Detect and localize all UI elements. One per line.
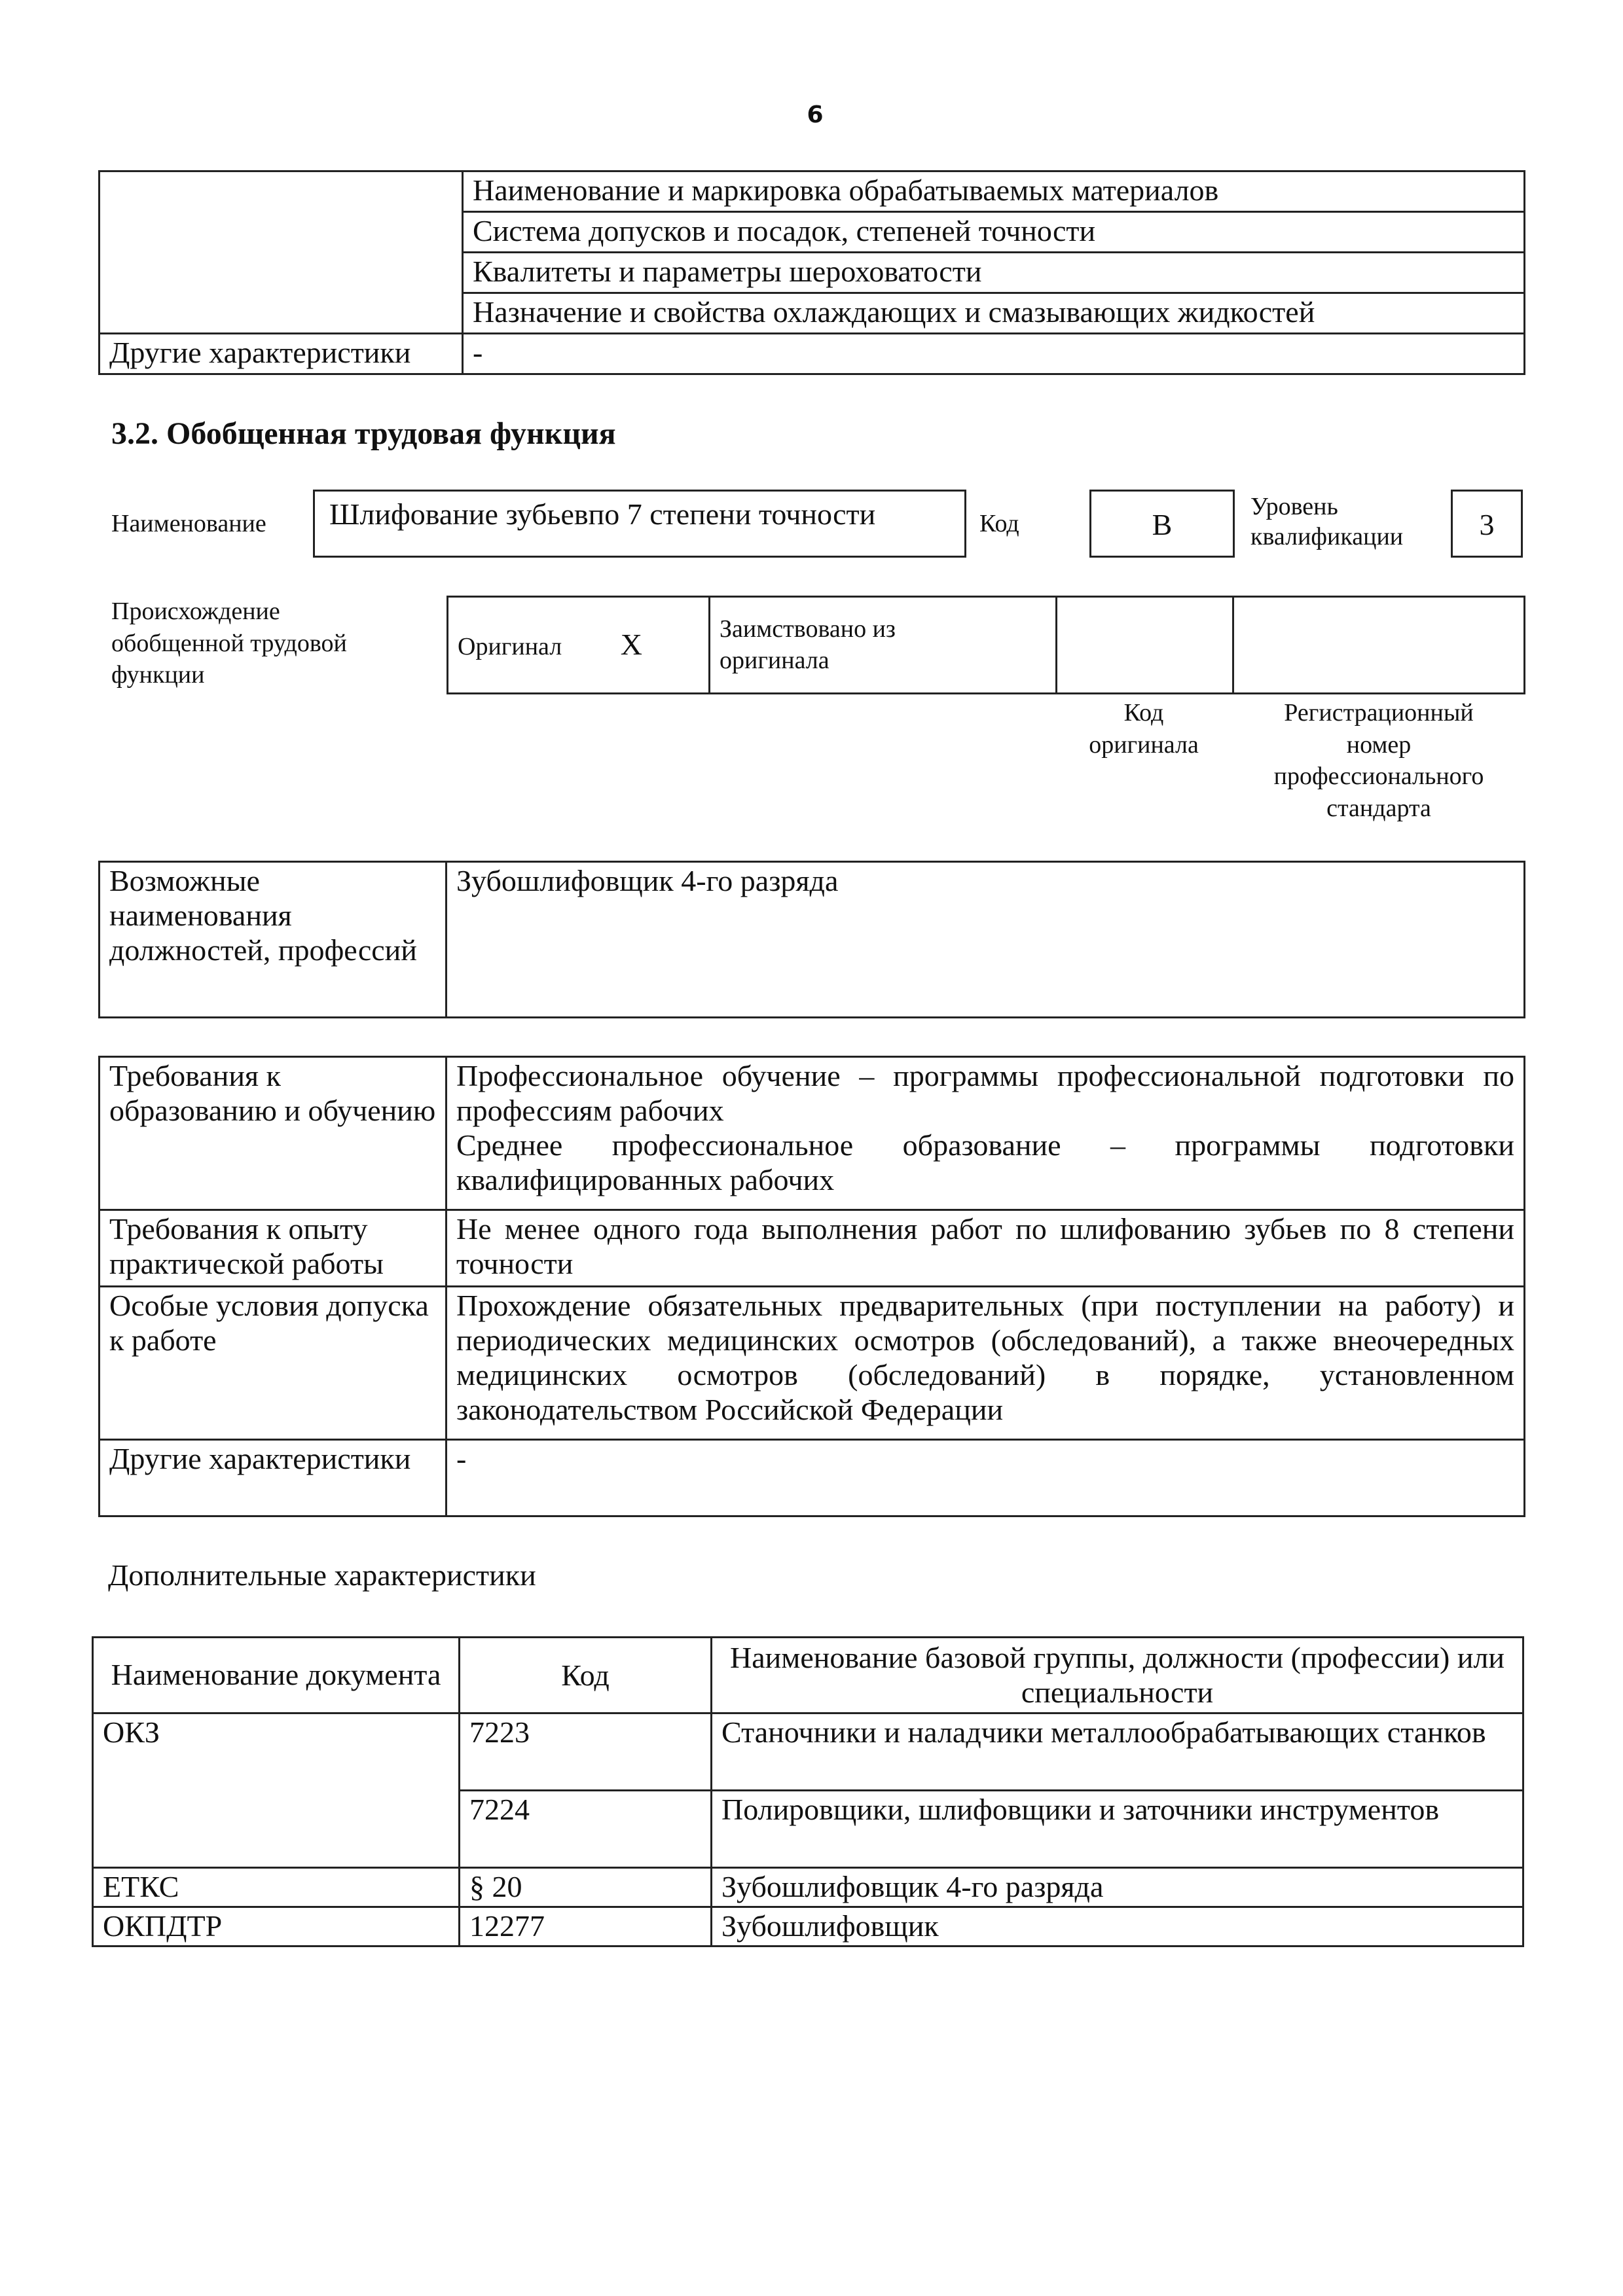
other-requirements-label: Другие характеристики (100, 1440, 447, 1516)
header-document: Наименование документа (93, 1638, 460, 1713)
level-value: 3 (1479, 508, 1495, 541)
page-number: 6 (807, 101, 824, 128)
knowledge-item: Квалитеты и параметры шероховатости (463, 253, 1525, 293)
experience-label: Требования к опыту практической работы (100, 1210, 447, 1287)
original-mark[interactable]: X (620, 628, 642, 662)
education-value (447, 1057, 1525, 1210)
other-requirements-value: - (447, 1440, 1525, 1516)
knowledge-item: Система допусков и посадок, степеней точности (463, 212, 1525, 253)
level-label-line-2: квалификации (1250, 522, 1404, 550)
knowledge-label-cell (100, 171, 463, 334)
caption-line: оригинала (1089, 730, 1199, 759)
experience-value: Не менее одного года выполнения работ по шлифованию зубьев по 8 степени точности (447, 1210, 1525, 1287)
table-row-code: § 20 (460, 1868, 712, 1907)
table-row-doc: ОКЗ (93, 1713, 460, 1868)
borrowed-cell (710, 597, 1057, 694)
level-label (1250, 492, 1403, 552)
caption-original-code (1055, 697, 1232, 761)
origin-label-line: функции (111, 661, 205, 689)
additional-heading: Дополнительные характеристики (108, 1558, 536, 1592)
admission-label: Особые условия допуска к работе (100, 1287, 447, 1440)
origin-label (111, 596, 347, 691)
caption-line: Код (1123, 699, 1164, 726)
level-box (1451, 490, 1523, 558)
origin-table (447, 596, 1525, 694)
caption-line: номер (1346, 730, 1412, 759)
additional-table (92, 1636, 1524, 1947)
level-label-line-1: Уровень (1250, 493, 1338, 520)
section-title: 3.2. Обобщенная трудовая функция (111, 416, 616, 451)
table-row-name: Зубошлифовщик (712, 1907, 1523, 1946)
positions-value: Зубошлифовщик 4-го разряда (447, 862, 1525, 1018)
origin-label-line: обобщенной трудовой (111, 629, 347, 657)
code-box (1089, 490, 1235, 558)
original-cell (448, 597, 710, 694)
knowledge-item: Назначение и свойства охлаждающих и смазывающих жидкостей (463, 293, 1525, 334)
table-row-code: 7223 (460, 1713, 712, 1791)
table-row-code: 7224 (460, 1791, 712, 1868)
education-line: Профессиональное обучение – программы профессиональной подготовки по профессиям рабочих (456, 1059, 1514, 1127)
borrowed-label-line: Заимствовано из (720, 615, 896, 643)
header-group-name: Наименование базовой группы, должности (профессии) или специальности (712, 1638, 1523, 1713)
name-value: Шлифование зубьевпо 7 степени точности (329, 497, 876, 531)
name-label: Наименование (111, 510, 266, 537)
table-row-doc: ОКПДТР (93, 1907, 460, 1946)
admission-value: Прохождение обязательных предварительных (при поступлении на работу) и периодических медицинских осмотров (обследований), а также внеочередных медицинских осмотров (обследований) в порядке, установленном законодательством Российской Федерации (447, 1287, 1525, 1440)
caption-line: профессионального (1273, 762, 1484, 791)
caption-registration-number (1232, 697, 1525, 825)
requirements-table (98, 1056, 1525, 1517)
table-row-doc: ЕТКС (93, 1868, 460, 1907)
education-line: Среднее профессиональное образование – программы подготовки квалифицированных рабочих (456, 1128, 1514, 1196)
table-row-name: Полировщики, шлифовщики и заточники инструментов (712, 1791, 1523, 1868)
original-label: Оригинал (458, 633, 562, 661)
table-row-name: Зубошлифовщик 4-го разряда (712, 1868, 1523, 1907)
other-characteristics-label: Другие характеристики (100, 334, 463, 374)
header-code: Код (460, 1638, 712, 1713)
knowledge-table (98, 170, 1525, 375)
code-value: B (1152, 508, 1173, 541)
caption-line: стандарта (1326, 794, 1431, 822)
positions-label: Возможные наименования должностей, профессий (100, 862, 447, 1018)
borrowed-label-line: оригинала (720, 646, 830, 674)
code-label: Код (979, 510, 1019, 537)
origin-label-line: Происхождение (111, 598, 280, 625)
name-box (313, 490, 966, 558)
original-code-cell (1057, 597, 1233, 694)
registration-number-cell (1233, 597, 1525, 694)
other-characteristics-value: - (463, 334, 1525, 374)
caption-line: Регистрационный (1284, 699, 1474, 726)
table-row-code: 12277 (460, 1907, 712, 1946)
table-row-name: Станочники и наладчики металлообрабатывающих станков (712, 1713, 1523, 1791)
education-label: Требования к образованию и обучению (100, 1057, 447, 1210)
knowledge-item: Наименование и маркировка обрабатываемых материалов (463, 171, 1525, 212)
positions-table (98, 861, 1525, 1018)
